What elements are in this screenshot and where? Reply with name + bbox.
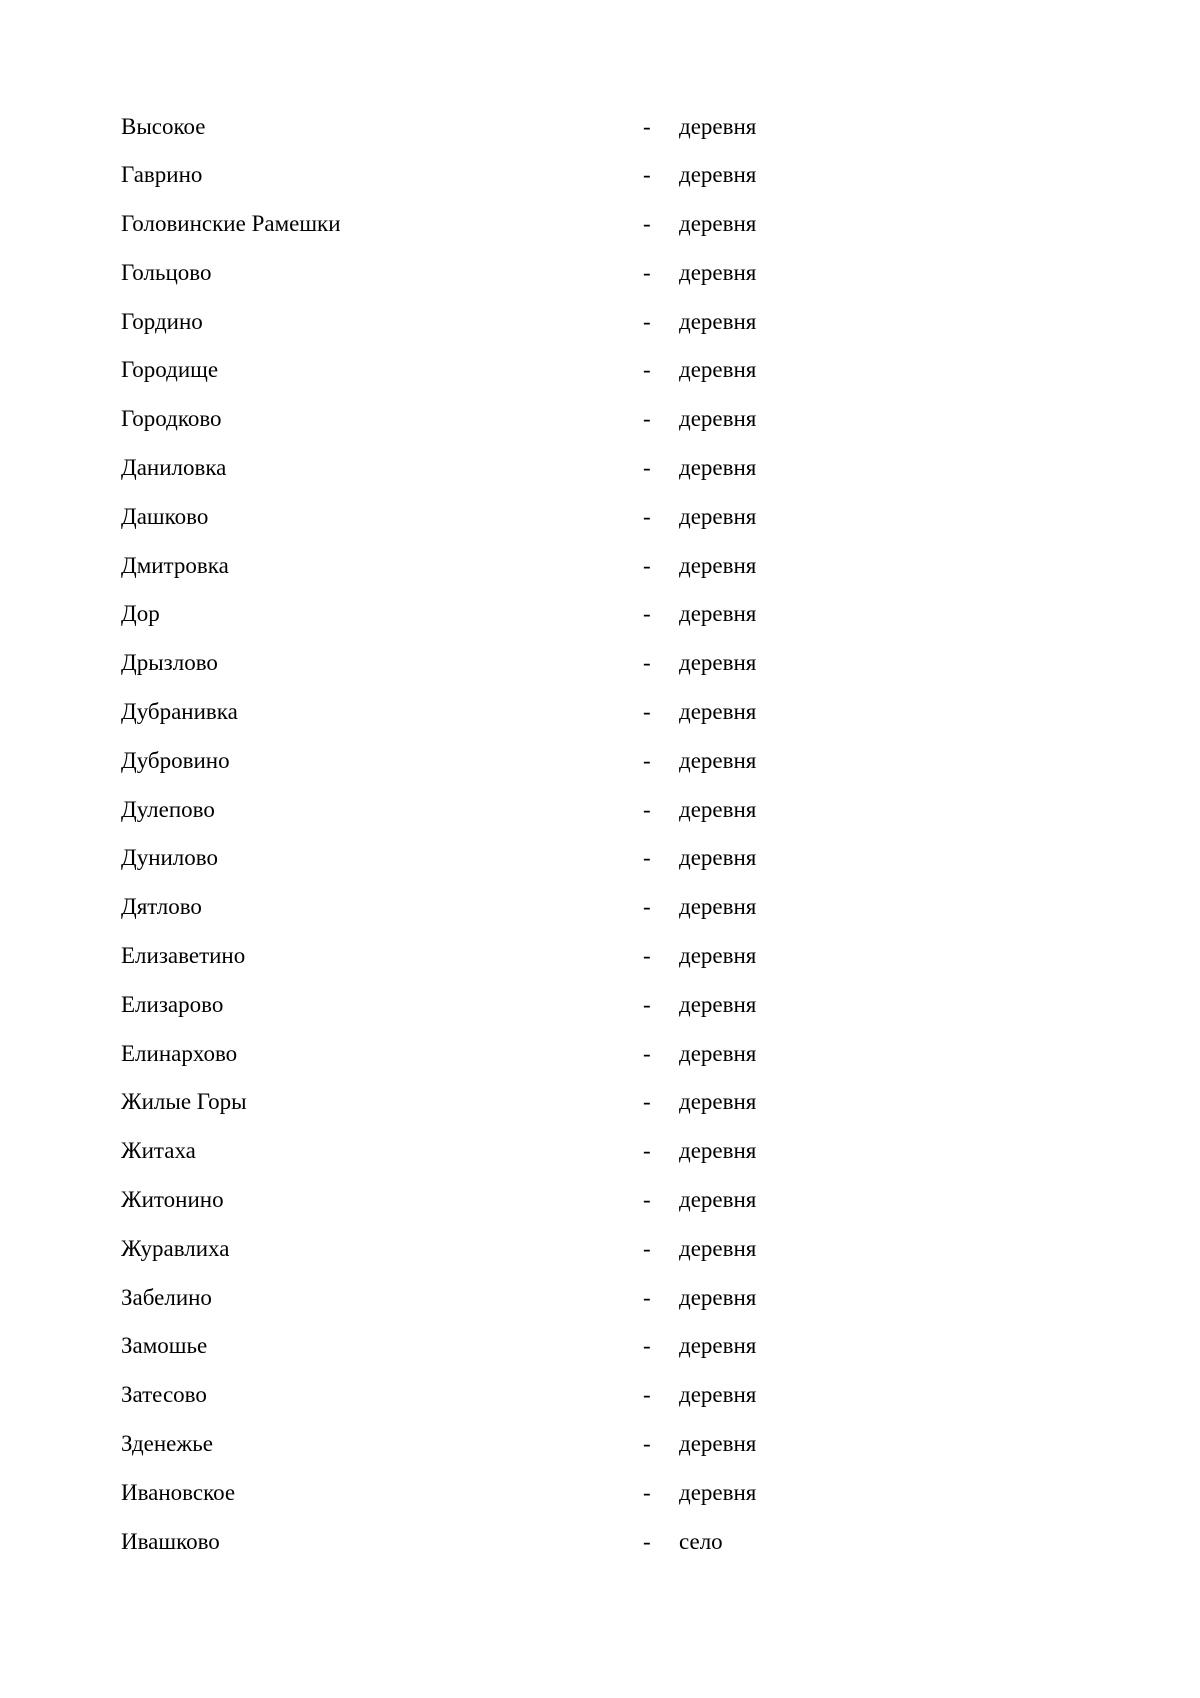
settlement-name: Елизаветино bbox=[121, 943, 246, 969]
list-item bbox=[121, 1322, 1021, 1371]
settlement-type: деревня bbox=[679, 894, 757, 920]
settlement-name: Ивашково bbox=[121, 1528, 220, 1554]
settlement-name: Гордино bbox=[121, 308, 203, 334]
separator-dash: - bbox=[643, 1479, 651, 1505]
settlement-type: деревня bbox=[679, 552, 757, 578]
separator-dash: - bbox=[643, 991, 651, 1017]
separator-dash: - bbox=[643, 845, 651, 871]
settlement-list bbox=[121, 103, 1021, 1567]
list-item bbox=[121, 834, 1021, 883]
list-item bbox=[121, 1225, 1021, 1274]
settlement-name: Дунилово bbox=[121, 845, 218, 871]
list-item bbox=[121, 737, 1021, 786]
settlement-name: Гаврино bbox=[121, 162, 203, 188]
separator-dash: - bbox=[643, 308, 651, 334]
list-item bbox=[121, 1518, 1021, 1567]
settlement-name: Дмитровка bbox=[121, 552, 229, 578]
settlement-name: Дрызлово bbox=[121, 650, 218, 676]
list-item bbox=[121, 103, 1021, 152]
list-item bbox=[121, 298, 1021, 347]
settlement-name: Житонино bbox=[121, 1187, 224, 1213]
settlement-type: село bbox=[679, 1528, 723, 1554]
list-item bbox=[121, 249, 1021, 298]
separator-dash: - bbox=[643, 455, 651, 481]
separator-dash: - bbox=[643, 357, 651, 383]
list-item bbox=[121, 1371, 1021, 1420]
settlement-type: деревня bbox=[679, 1431, 757, 1457]
separator-dash: - bbox=[643, 650, 651, 676]
settlement-name: Дулепово bbox=[121, 796, 215, 822]
settlement-type: деревня bbox=[679, 1089, 757, 1115]
settlement-name: Дубровино bbox=[121, 747, 230, 773]
separator-dash: - bbox=[643, 1284, 651, 1310]
list-item bbox=[121, 493, 1021, 542]
list-item bbox=[121, 444, 1021, 493]
settlement-name: Гольцово bbox=[121, 259, 212, 285]
settlement-type: деревня bbox=[679, 601, 757, 627]
separator-dash: - bbox=[643, 1138, 651, 1164]
settlement-type: деревня bbox=[679, 503, 757, 529]
separator-dash: - bbox=[643, 699, 651, 725]
settlement-name: Затесово bbox=[121, 1382, 207, 1408]
settlement-name: Ивановское bbox=[121, 1479, 236, 1505]
settlement-type: деревня bbox=[679, 845, 757, 871]
settlement-name: Житаха bbox=[121, 1138, 196, 1164]
settlement-name: Дятлово bbox=[121, 894, 202, 920]
list-item bbox=[121, 151, 1021, 200]
settlement-type: деревня bbox=[679, 943, 757, 969]
list-item bbox=[121, 346, 1021, 395]
separator-dash: - bbox=[643, 601, 651, 627]
list-item bbox=[121, 688, 1021, 737]
settlement-name: Городково bbox=[121, 406, 222, 432]
settlement-type: деревня bbox=[679, 747, 757, 773]
separator-dash: - bbox=[643, 259, 651, 285]
settlement-type: деревня bbox=[679, 796, 757, 822]
settlement-type: деревня bbox=[679, 259, 757, 285]
settlement-type: деревня bbox=[679, 211, 757, 237]
separator-dash: - bbox=[643, 1040, 651, 1066]
settlement-type: деревня bbox=[679, 1382, 757, 1408]
settlement-name: Дор bbox=[121, 601, 160, 627]
separator-dash: - bbox=[643, 162, 651, 188]
settlement-type: деревня bbox=[679, 1284, 757, 1310]
separator-dash: - bbox=[643, 796, 651, 822]
settlement-type: деревня bbox=[679, 162, 757, 188]
settlement-type: деревня bbox=[679, 406, 757, 432]
settlement-name: Зденежье bbox=[121, 1431, 213, 1457]
separator-dash: - bbox=[643, 1431, 651, 1457]
settlement-name: Даниловка bbox=[121, 455, 227, 481]
settlement-name: Забелино bbox=[121, 1284, 212, 1310]
settlement-type: деревня bbox=[679, 455, 757, 481]
settlement-name: Дубранивка bbox=[121, 699, 238, 725]
separator-dash: - bbox=[643, 1382, 651, 1408]
list-item bbox=[121, 395, 1021, 444]
list-item bbox=[121, 1420, 1021, 1469]
separator-dash: - bbox=[643, 1089, 651, 1115]
separator-dash: - bbox=[643, 943, 651, 969]
separator-dash: - bbox=[643, 894, 651, 920]
separator-dash: - bbox=[643, 113, 651, 139]
settlement-name: Замошье bbox=[121, 1333, 208, 1359]
settlement-name: Журавлиха bbox=[121, 1235, 230, 1261]
settlement-name: Головинские Рамешки bbox=[121, 211, 341, 237]
list-item bbox=[121, 1127, 1021, 1176]
settlement-type: деревня bbox=[679, 1040, 757, 1066]
settlement-type: деревня bbox=[679, 699, 757, 725]
separator-dash: - bbox=[643, 552, 651, 578]
settlement-type: деревня bbox=[679, 357, 757, 383]
settlement-name: Дашково bbox=[121, 503, 209, 529]
settlement-type: деревня bbox=[679, 1235, 757, 1261]
settlement-name: Высокое bbox=[121, 113, 206, 139]
list-item bbox=[121, 786, 1021, 835]
list-item bbox=[121, 932, 1021, 981]
settlement-name: Жилые Горы bbox=[121, 1089, 247, 1115]
settlement-type: деревня bbox=[679, 1187, 757, 1213]
settlement-type: деревня bbox=[679, 308, 757, 334]
settlement-type: деревня bbox=[679, 1333, 757, 1359]
settlement-name: Елинархово bbox=[121, 1040, 238, 1066]
separator-dash: - bbox=[643, 1528, 651, 1554]
list-item bbox=[121, 542, 1021, 591]
separator-dash: - bbox=[643, 747, 651, 773]
list-item bbox=[121, 1030, 1021, 1079]
separator-dash: - bbox=[643, 211, 651, 237]
separator-dash: - bbox=[643, 1187, 651, 1213]
list-item bbox=[121, 1469, 1021, 1518]
settlement-type: деревня bbox=[679, 1479, 757, 1505]
list-item bbox=[121, 981, 1021, 1030]
separator-dash: - bbox=[643, 406, 651, 432]
settlement-name: Городище bbox=[121, 357, 219, 383]
settlement-type: деревня bbox=[679, 650, 757, 676]
separator-dash: - bbox=[643, 1235, 651, 1261]
list-item bbox=[121, 883, 1021, 932]
list-item bbox=[121, 1274, 1021, 1323]
settlement-type: деревня bbox=[679, 113, 757, 139]
list-item bbox=[121, 200, 1021, 249]
list-item bbox=[121, 1078, 1021, 1127]
separator-dash: - bbox=[643, 1333, 651, 1359]
list-item bbox=[121, 590, 1021, 639]
settlement-type: деревня bbox=[679, 1138, 757, 1164]
list-item bbox=[121, 1176, 1021, 1225]
separator-dash: - bbox=[643, 503, 651, 529]
list-item bbox=[121, 639, 1021, 688]
settlement-name: Елизарово bbox=[121, 991, 224, 1017]
settlement-type: деревня bbox=[679, 991, 757, 1017]
